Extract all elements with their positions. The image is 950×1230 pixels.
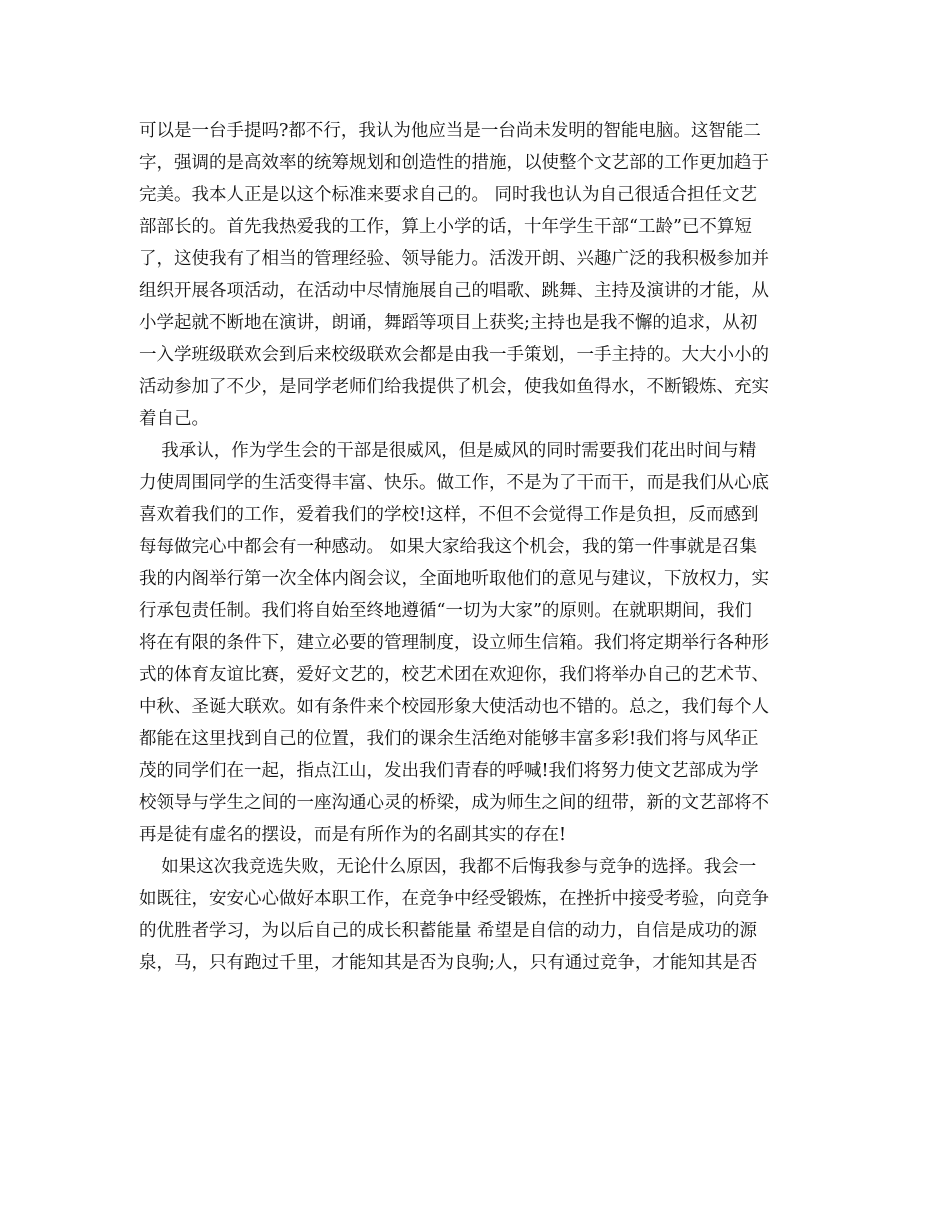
- text-line: 的优胜者学习，为以后自己的成长积蓄能量 希望是自信的动力，自信是成功的源: [139, 921, 758, 941]
- text-line: 完美。我本人正是以这个标准来要求自己的。 同时我也认为自己很适合担任文艺: [139, 185, 758, 205]
- text-line: 式的体育友谊比赛，爱好文艺的，校艺术团在欢迎你，我们将举办自己的艺术节、: [139, 665, 769, 685]
- text-line: 都能在这里找到自己的位置，我们的课余生活绝对能够丰富多彩!我们将与风华正: [139, 729, 759, 749]
- text-line: 校领导与学生之间的一座沟通心灵的桥梁，成为师生之间的纽带，新的文艺部将不: [139, 793, 769, 813]
- text-line: 如既往，安安心心做好本职工作，在竞争中经受锻炼，在挫折中接受考验，向竞争: [139, 889, 769, 909]
- text-line: 活动参加了不少，是同学老师们给我提供了机会，使我如鱼得水，不断锻炼、充实: [139, 377, 769, 397]
- text-line: 力使周围同学的生活变得丰富、快乐。做工作，不是为了干而干，而是我们从心底: [139, 473, 769, 493]
- document-body: [139, 115, 819, 979]
- text-line: 字，强调的是高效率的统筹规划和创造性的措施，以使整个文艺部的工作更加趋于: [139, 153, 769, 173]
- text-line: 茂的同学们在一起，指点江山，发出我们青春的呼喊!我们将努力使文艺部成为学: [139, 761, 759, 781]
- text-line: 我的内阁举行第一次全体内阁会议，全面地听取他们的意见与建议，下放权力，实: [139, 569, 769, 589]
- text-line: 每每做完心中都会有一种感动。 如果大家给我这个机会，我的第一件事就是召集: [139, 537, 758, 557]
- text-line: 了，这使我有了相当的管理经验、领导能力。活泼开朗、兴趣广泛的我积极参加并: [139, 249, 769, 269]
- text-line: 再是徒有虚名的摆设，而是有所作为的名副其实的存在!: [139, 825, 567, 845]
- text-line: 行承包责任制。我们将自始至终地遵循“一切为大家”的原则。在就职期间，我们: [139, 601, 752, 621]
- text-line: 一入学班级联欢会到后来校级联欢会都是由我一手策划，一手主持的。大大小小的: [139, 345, 769, 365]
- text-line: 可以是一台手提吗?都不行，我认为他应当是一台尚未发明的智能电脑。这智能二: [139, 121, 761, 141]
- text-line: 泉，马，只有跑过千里，才能知其是否为良驹;人，只有通过竞争，才能知其是否: [139, 953, 758, 973]
- text-line: 将在有限的条件下，建立必要的管理制度，设立师生信箱。我们将定期举行各种形: [139, 633, 769, 653]
- text-line: 着自己。: [139, 409, 209, 429]
- text-line: 组织开展各项活动，在活动中尽情施展自己的唱歌、跳舞、主持及演讲的才能，从: [139, 281, 769, 301]
- text-line: 喜欢着我们的工作，爱着我们的学校!这样，不但不会觉得工作是负担，反而感到: [139, 505, 759, 525]
- text-line: 中秋、圣诞大联欢。如有条件来个校园形象大使活动也不错的。总之，我们每个人: [139, 697, 769, 717]
- text-line: 小学起就不断地在演讲，朗诵，舞蹈等项目上获奖;主持也是我不懈的追求，从初: [139, 313, 758, 333]
- text-line: 如果这次我竞选失败，无论什么原因，我都不后悔我参与竞争的选择。我会一: [139, 857, 757, 877]
- text-line: 我承认，作为学生会的干部是很威风，但是威风的同时需要我们花出时间与精: [139, 441, 757, 461]
- text-line: 部部长的。首先我热爱我的工作，算上小学的话，十年学生干部“工龄”已不算短: [139, 217, 752, 237]
